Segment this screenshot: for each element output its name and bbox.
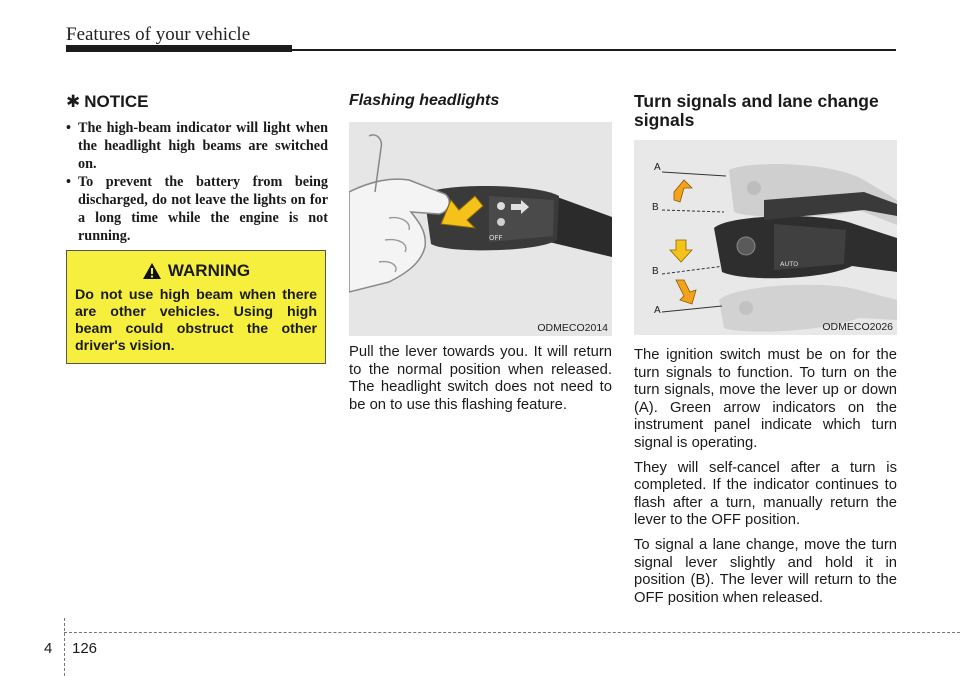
turn-signals-body	[634, 347, 897, 607]
paragraph: They will self-cancel after a turn is completed. If the indicator continues to flash after a turn, manually return the lever to the OFF position.	[634, 459, 897, 529]
bullet-icon: •	[66, 120, 71, 136]
turn-lever-illustration	[634, 140, 897, 335]
svg-text:AUTO: AUTO	[780, 260, 799, 268]
notice-list	[66, 119, 328, 245]
label-b-bottom: B	[652, 266, 659, 277]
warning-text: Do not use high beam when there are other vehicles. Using high beam could obstruct the other driver's vision.	[75, 287, 317, 354]
flashing-figure	[349, 122, 612, 336]
notice-item: • To prevent the battery from being discharged, do not leave the lights on for a long time while the engine is not running.	[66, 174, 328, 244]
paragraph: The ignition switch must be on for the turn signals to function. To turn on the turn signals, move the lever up or down (A). Green arrow indicators on the instrument panel indicate which turn signal is operating.	[634, 347, 897, 451]
figure-code: ODMECO2014	[537, 322, 608, 334]
label-b-top: B	[652, 202, 659, 213]
running-header: Features of your vehicle	[66, 24, 251, 45]
lever-pull-illustration	[349, 122, 612, 336]
footer-divider-vertical	[64, 618, 65, 676]
turn-signals-heading: Turn signals and lane change signals	[634, 91, 879, 130]
notice-title: NOTICE	[84, 92, 149, 111]
notice-item: • The high-beam indicator will light when the headlight high beams are switched on.	[66, 120, 328, 172]
warning-heading	[75, 261, 317, 281]
notice-heading	[66, 92, 328, 112]
turn-signal-figure	[634, 140, 897, 335]
column-middle	[349, 92, 612, 421]
figure-code: ODMECO2026	[822, 321, 893, 333]
warning-triangle-icon	[142, 262, 162, 280]
chapter-number: 4	[44, 640, 53, 657]
warning-box	[66, 250, 326, 364]
header-rule	[292, 49, 896, 51]
svg-text:OFF: OFF	[489, 234, 503, 242]
flashing-body: Pull the lever towards you. It will return to the normal position when released. The headlight switch does not need to be on to use this flashing feature.	[349, 344, 612, 413]
star-icon: ✱	[66, 92, 81, 111]
label-a-top: A	[654, 162, 661, 173]
footer-divider-horizontal	[64, 632, 960, 633]
warning-title: WARNING	[167, 261, 251, 280]
header-bar	[66, 45, 292, 52]
flashing-heading: Flashing headlights	[349, 92, 500, 109]
column-right	[634, 92, 897, 614]
page-number: 126	[72, 640, 98, 657]
label-a-bottom: A	[654, 305, 661, 316]
bullet-icon: •	[66, 174, 71, 190]
paragraph: To signal a lane change, move the turn signal lever slightly and hold it in position (B). The lever will return to the OFF position when released.	[634, 536, 897, 606]
column-left	[66, 92, 328, 245]
